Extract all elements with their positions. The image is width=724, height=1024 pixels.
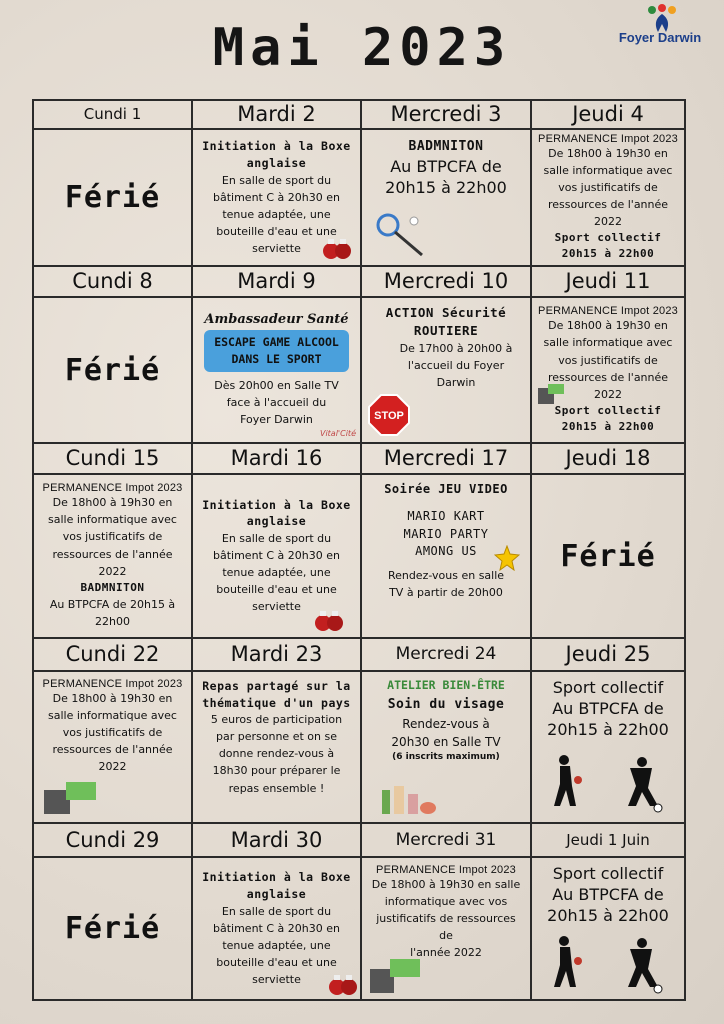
day-header: Cundi 1 <box>33 100 192 129</box>
event-text: salle informatique avec <box>543 163 673 177</box>
day-cell <box>33 297 192 443</box>
day-header: Mardi 30 <box>192 823 361 857</box>
day-cell <box>192 129 361 266</box>
day-header: Mardi 9 <box>192 266 361 297</box>
day-cell <box>192 474 361 638</box>
badminton-racket-icon <box>376 213 426 257</box>
event-text: En salle de sport du <box>221 904 332 918</box>
boxing-gloves-icon <box>314 609 344 633</box>
day-cell <box>192 297 361 443</box>
event-title: PERMANENCE Impot 2023 <box>538 305 678 318</box>
event-text: ressources de l'année <box>52 743 173 757</box>
event-text: salle informatique avec <box>48 513 177 527</box>
players-silhouette-icon <box>546 935 670 995</box>
day-header: Mercredi 10 <box>361 266 531 297</box>
svg-text:STOP: STOP <box>374 410 404 422</box>
event-text: serviette <box>252 600 301 614</box>
holiday-label: Férié <box>64 180 161 215</box>
event-text: l'accueil du Foyer <box>407 359 505 373</box>
event-text: justificatifs de ressources de <box>376 912 516 943</box>
event-title: BADMNITON <box>80 580 145 594</box>
event-text: tenue adaptée, une <box>222 207 331 221</box>
star-icon <box>494 545 520 571</box>
event-title: Initiation à la Boxe <box>202 139 351 154</box>
event-title: ACTION Sécurité <box>385 305 507 320</box>
stop-sign-icon <box>368 394 410 436</box>
day-header: Jeudi 4 <box>531 100 685 129</box>
event-text: bouteille d'eau et une <box>216 583 337 597</box>
day-header: Jeudi 1 Juin <box>531 823 685 857</box>
event-text: En salle de sport du <box>221 173 332 187</box>
event-text: 20h15 à 22h00 <box>385 177 507 197</box>
event-text: 2022 <box>98 564 127 578</box>
event-title: PERMANENCE Impot 2023 <box>42 482 183 495</box>
event-text: donne rendez-vous à <box>218 747 335 761</box>
event-title: anglaise <box>246 886 307 901</box>
day-cell <box>361 474 531 638</box>
event-title: ROUTIERE <box>413 323 479 339</box>
day-cell <box>361 129 531 266</box>
event-text: Au BTPCFA de <box>552 884 664 904</box>
day-cell <box>33 857 192 1000</box>
day-header: Cundi 15 <box>33 443 192 474</box>
event-text: bâtiment C à 20h30 en <box>213 190 340 204</box>
event-title: thématique d'un pays <box>202 695 351 710</box>
logo-text-darwin: Darwin <box>657 30 702 45</box>
day-cell <box>531 671 685 823</box>
event-text: Rendez-vous en salle <box>387 568 505 582</box>
event-text: De 18h00 à 19h30 en salle <box>371 878 521 891</box>
event-title: Sport collectif <box>554 403 662 417</box>
day-header: Mardi 16 <box>192 443 361 474</box>
event-text: 20h15 à 22h00 <box>561 247 655 261</box>
foyer-darwin-logo <box>604 4 716 52</box>
event-subtitle: Soin du visage <box>387 697 505 712</box>
event-text: repas ensemble ! <box>228 781 325 795</box>
event-text: vos justificatifs de <box>558 353 658 367</box>
calculator-money-icon <box>40 780 100 816</box>
event-text: 2022 <box>594 387 622 401</box>
event-text: 22h00 <box>95 614 130 628</box>
event-text: face à l'accueil du <box>226 396 327 410</box>
event-title: PERMANENCE Impot 2023 <box>42 678 183 690</box>
event-text: vos justificatifs de <box>62 726 163 740</box>
event-text: De 18h00 à 19h30 en <box>548 319 668 333</box>
boxing-gloves-icon <box>328 973 358 997</box>
event-text: tenue adaptée, une <box>222 938 331 952</box>
game-name: MARIO KART <box>407 509 485 524</box>
boxing-gloves-icon <box>322 237 352 261</box>
day-cell <box>531 297 685 443</box>
day-header: Jeudi 11 <box>531 266 685 297</box>
event-text: bâtiment C à 20h30 en <box>213 921 340 935</box>
event-text: Darwin <box>436 376 476 390</box>
event-title: Sport collectif <box>552 864 664 883</box>
event-title: Initiation à la Boxe <box>202 870 351 885</box>
event-text: 2022 <box>594 215 622 229</box>
event-text: En salle de sport du <box>221 532 332 546</box>
day-cell <box>531 857 685 1000</box>
event-title: ATELIER BIEN-ÊTRE <box>387 678 505 692</box>
event-title: PERMANENCE Impot 2023 <box>376 864 516 876</box>
day-cell <box>33 671 192 823</box>
event-text: informatique avec vos <box>384 895 508 909</box>
event-text: ressources de l'année <box>547 370 669 384</box>
holiday-label: Férié <box>560 538 656 574</box>
event-text: 18h30 pour préparer le <box>212 764 341 778</box>
day-header: Mardi 2 <box>192 100 361 129</box>
event-title: Sport collectif <box>552 678 664 697</box>
day-cell <box>192 857 361 1000</box>
event-title: anglaise <box>246 155 307 170</box>
day-cell <box>33 474 192 638</box>
event-text: De 18h00 à 19h30 en <box>52 692 173 705</box>
event-text: salle informatique avec <box>543 336 673 350</box>
event-text: TV à partir de 20h00 <box>389 585 503 599</box>
day-header: Mercredi 31 <box>361 823 531 857</box>
day-header: Mardi 23 <box>192 638 361 671</box>
day-cell <box>33 129 192 266</box>
event-title: anglaise <box>246 514 307 529</box>
event-note: (6 inscrits maximum) <box>392 752 500 763</box>
day-header: Cundi 8 <box>33 266 192 297</box>
event-text: bouteille d'eau et une <box>216 224 337 238</box>
event-text: ressources de l'année <box>547 198 669 212</box>
event-text: l'année 2022 <box>410 946 482 960</box>
event-text: De 18h00 à 19h30 en <box>52 496 173 510</box>
day-cell <box>361 857 531 1000</box>
event-text: bâtiment C à 20h30 en <box>213 549 340 563</box>
event-text: 20h15 à 22h00 <box>561 419 655 433</box>
beauty-products-icon <box>374 778 438 818</box>
holiday-label: Férié <box>64 911 161 946</box>
players-silhouette-icon <box>546 754 670 814</box>
escape-game-banner: ESCAPE GAME ALCOOL DANS LE SPORT <box>204 330 349 373</box>
day-cell <box>531 474 685 638</box>
event-text: serviette <box>252 972 301 986</box>
event-text: Dès 20h00 en Salle TV <box>214 379 339 393</box>
day-header: Mercredi 24 <box>361 638 531 671</box>
event-text: ressources de l'année <box>52 547 173 561</box>
event-text: tenue adaptée, une <box>222 566 331 580</box>
event-title: Initiation à la Boxe <box>202 497 351 512</box>
event-text: vos justificatifs de <box>62 530 163 544</box>
day-header: Jeudi 25 <box>531 638 685 671</box>
event-text: serviette <box>252 241 301 255</box>
calendar-grid <box>32 99 686 1001</box>
game-name: MARIO PARTY <box>403 526 489 541</box>
event-text: Au BTPCFA de <box>390 156 502 176</box>
day-header: Cundi 22 <box>33 638 192 671</box>
day-header: Mercredi 17 <box>361 443 531 474</box>
event-text: vos justificatifs de <box>558 181 658 195</box>
event-text: Au BTPCFA de 20h15 à <box>49 597 176 611</box>
calculator-money-icon <box>366 957 424 995</box>
event-text: bouteille d'eau et une <box>216 955 337 969</box>
event-text: 5 euros de participation <box>210 713 343 727</box>
game-name: AMONG US <box>415 544 477 559</box>
logo-text-foyer: Foyer <box>618 30 655 45</box>
event-title: Ambassadeur Santé <box>204 311 349 327</box>
event-title: Soirée JEU VIDEO <box>384 482 508 496</box>
event-text: 20h15 à 22h00 <box>547 719 669 739</box>
day-header: Jeudi 18 <box>531 443 685 474</box>
day-cell <box>361 671 531 823</box>
event-text: Foyer Darwin <box>240 413 313 427</box>
event-title: PERMANENCE Impot 2023 <box>538 132 678 145</box>
day-header: Cundi 29 <box>33 823 192 857</box>
event-text: De 18h00 à 19h30 en <box>548 146 668 160</box>
event-text: Au BTPCFA de <box>552 698 664 718</box>
day-cell <box>192 671 361 823</box>
event-text: par personne et on se <box>216 730 337 744</box>
day-cell <box>361 297 531 443</box>
event-text: De 17h00 à 20h00 à <box>399 342 513 356</box>
vitalcite-logo: Vital'Cité <box>319 429 356 438</box>
event-text: salle informatique avec <box>48 709 177 723</box>
event-text: 20h15 à 22h00 <box>547 905 669 925</box>
holiday-label: Férié <box>64 352 161 388</box>
day-header: Mercredi 3 <box>361 100 531 129</box>
day-cell <box>531 129 685 266</box>
calculator-money-icon <box>536 384 566 406</box>
event-text: 2022 <box>98 760 127 774</box>
event-text: 20h30 en Salle TV <box>391 735 501 750</box>
event-title: Sport collectif <box>554 231 662 245</box>
event-title: BADMNITON <box>408 139 484 154</box>
event-title: Repas partagé sur la <box>202 679 351 693</box>
page-title: Mai 2023 <box>212 18 512 78</box>
event-text: Rendez-vous à <box>402 716 490 731</box>
